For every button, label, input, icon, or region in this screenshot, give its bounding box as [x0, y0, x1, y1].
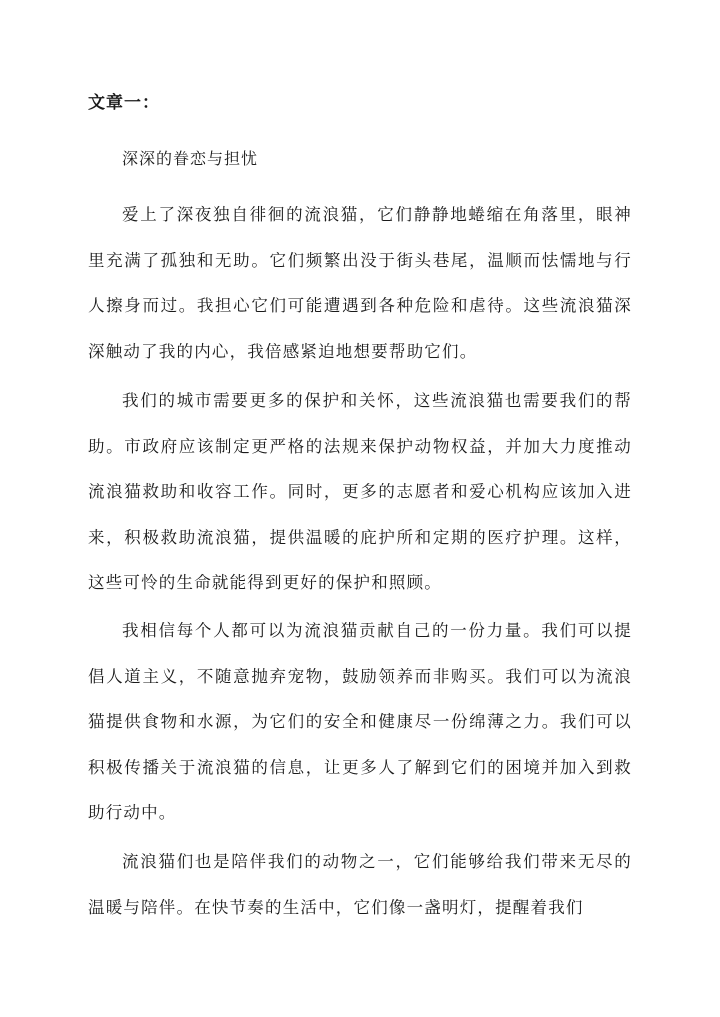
paragraph-3: 我相信每个人都可以为流浪猫贡献自己的一份力量。我们可以提倡人道主义，不随意抛弃宠物，鼓励领养而非购买。我们可以为流浪猫提供食物和水源，为它们的安全和健康尽一份绵薄之力。我们可以积极传播关于流浪猫的信息，让更多人了解到它们的困境并加入到救助行动中。: [88, 621, 632, 822]
article-heading: 文章一：: [88, 93, 160, 113]
paragraph-4: 流浪猫们也是陪伴我们的动物之一，它们能够给我们带来无尽的温暖与陪伴。在快节奏的生活中，它们像一盏明灯，提醒着我们: [88, 852, 632, 917]
paragraph-1: 爱上了深夜独自徘徊的流浪猫，它们静静地蜷缩在角落里，眼神里充满了孤独和无助。它们频繁出没于街头巷尾，温顺而怯懦地与行人擦身而过。我担心它们可能遭遇到各种危险和虐待。这些流浪猫深深触动了我的内心，我倍感紧迫地想要帮助它们。: [88, 205, 632, 361]
article-subtitle: 深深的眷恋与担忧: [122, 149, 259, 168]
paragraph-2: 我们的城市需要更多的保护和关怀，这些流浪猫也需要我们的帮助。市政府应该制定更严格的法规来保护动物权益，并加大力度推动流浪猫救助和收容工作。同时，更多的志愿者和爱心机构应该加入进来，积极救助流浪猫，提供温暖的庇护所和定期的医疗护理。这样，这些可怜的生命就能得到更好的保护和照顾。: [88, 391, 632, 592]
